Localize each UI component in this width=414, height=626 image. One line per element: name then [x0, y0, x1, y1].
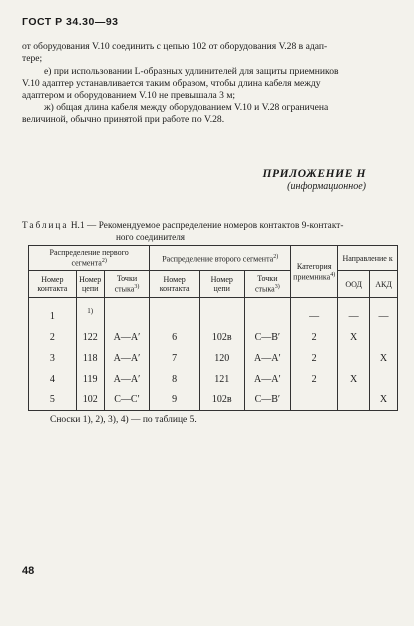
table-row: 4 119 А—А′ 8 121 А—А′ 2 X: [29, 369, 398, 390]
col-contact-header: Номер контакта: [29, 271, 77, 298]
col-ood-header: ООД: [338, 271, 370, 298]
body-line: тере;: [22, 53, 43, 64]
table-caption-line2: ного соединителя: [116, 232, 186, 242]
table-header-row: [29, 246, 398, 271]
body-line: адаптером и оборудованием V.10 не превышала 3 м;: [22, 90, 236, 101]
document-header: ГОСТ Р 34.30—93: [22, 16, 119, 28]
appendix-subtitle: (информационное): [287, 181, 366, 192]
body-line: е) при использовании L-образных удлинителей для защиты приемников: [44, 66, 339, 77]
table-row: 2 122 А—А′ 6 102в С—В′ 2 X: [29, 327, 398, 348]
col-points-header: Точки стыка$^{3)}$: [244, 271, 291, 298]
table-caption-label: Таблица: [22, 220, 69, 230]
body-line: ж) общая длина кабеля между оборудованием V.10 и V.28 ограничена: [44, 102, 329, 113]
col-contact-header: Номер контакта: [150, 271, 200, 298]
col-circuit-header: Номер цепи: [76, 271, 104, 298]
body-line: от оборудования V.10 соединить с цепью 102 от оборудования V.28 в адап-: [22, 41, 328, 52]
contact-table: [28, 245, 398, 411]
table-caption: [22, 220, 344, 230]
category-header: Категория приемника$^{4)}$: [291, 246, 338, 298]
col-akd-header: АКД: [370, 271, 398, 298]
page-number: 48: [22, 565, 35, 577]
footnote: Сноски 1), 2), 3), 4) — по таблице 5.: [50, 415, 197, 425]
table-spacer-row: [29, 298, 398, 306]
table-subheader-row: [29, 271, 398, 298]
group-second-header: Распределение второго сегмента$^{2)}$: [150, 246, 291, 271]
col-circuit-header: Номер цепи: [199, 271, 244, 298]
direction-header: Направление к: [338, 246, 398, 271]
appendix-title: ПРИЛОЖЕНИЕ Н: [262, 168, 366, 180]
body-line: V.10 адаптер устанавливается таким образом, чтобы длина кабеля между: [22, 78, 321, 89]
table-row: 1 1) — — —: [29, 306, 398, 327]
table-caption-text: Н.1 — Рекомендуемое распределение номеров контактов 9-контакт-: [70, 220, 344, 230]
table-row: 3 118 А—А′ 7 120 А—А′ 2 X: [29, 348, 398, 369]
group-first-header: Распределение первого сегмента$^{2)}$: [29, 246, 150, 271]
col-points-header: Точки стыка$^{3)}$: [104, 271, 150, 298]
body-line: величиной, обычно принятой при работе по V.28.: [22, 114, 225, 125]
table-row: 5 102 С—С′ 9 102в С—В′ X: [29, 390, 398, 411]
